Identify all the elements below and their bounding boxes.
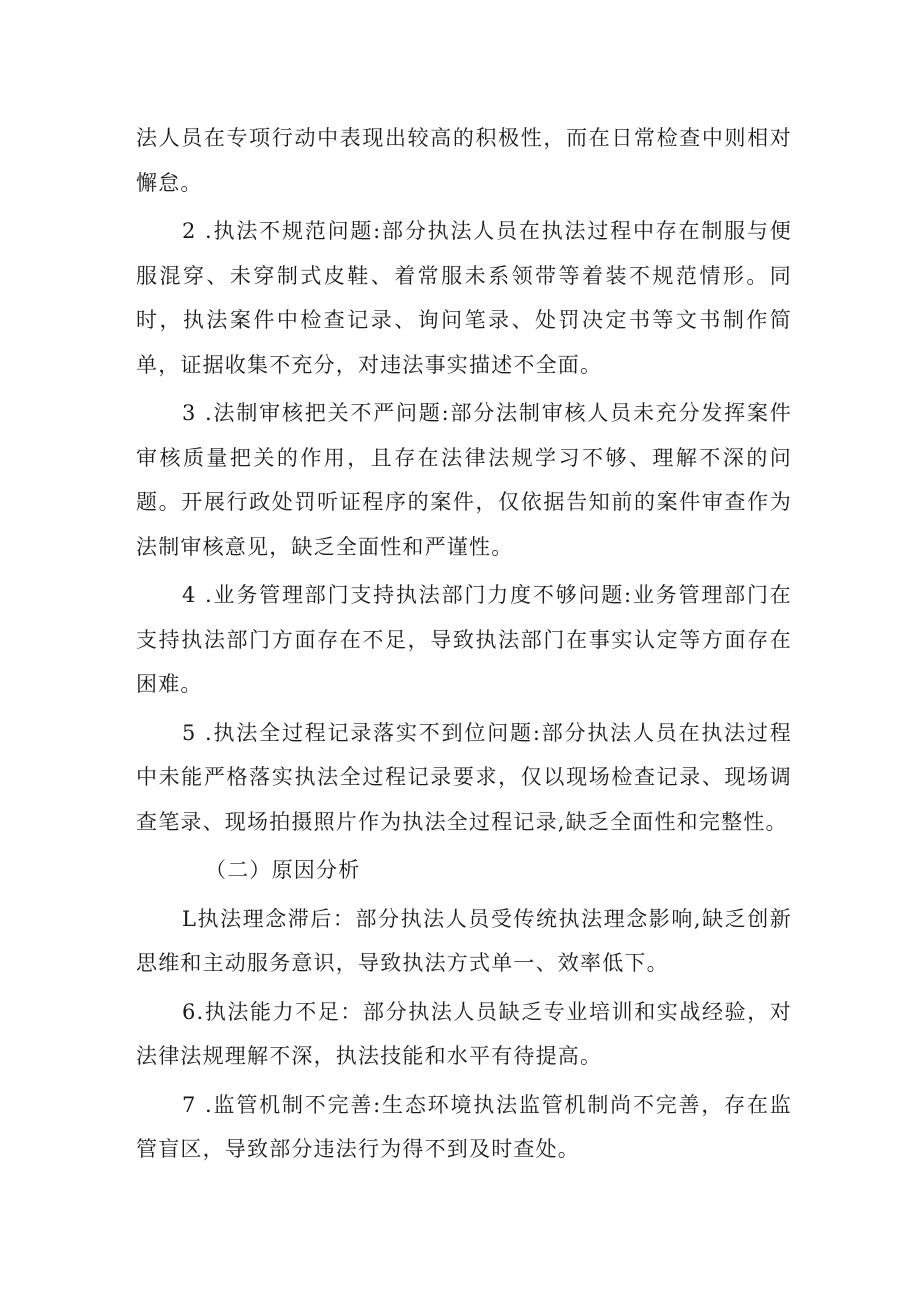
paragraph-item-4: 4 .业务管理部门支持执法部门力度不够问题:业务管理部门在支持执法部门方面存在不足，导致执法部门在事实认定等方面存在困难。 <box>136 583 792 696</box>
paragraph-cause-6: 6.执法能力不足：部分执法人员缺乏专业培训和实战经验，对法律法规理解不深，执法技能和水平有待提高。 <box>136 999 792 1068</box>
section-heading: （二）原因分析 <box>205 858 361 882</box>
paragraph-cause-1: L执法理念滞后：部分执法人员受传统执法理念影响,缺乏创新思维和主动服务意识，导致执法方式单一、效率低下。 <box>136 906 792 975</box>
paragraph-item-2: 2 .执法不规范问题:部分执法人员在执法过程中存在制服与便服混穿、未穿制式皮鞋、着常服未系领带等着装不规范情形。同时，执法案件中检查记录、询问笔录、处罚决定书等文书制作简单，证据收集不充分，对违法事实描述不全面。 <box>136 219 792 377</box>
paragraph-cause-7: 7 .监管机制不完善:生态环境执法监管机制尚不完善，存在监管盲区，导致部分违法行为得不到及时查处。 <box>136 1092 792 1161</box>
paragraph-item-3: 3 .法制审核把关不严问题:部分法制审核人员未充分发挥案件审核质量把关的作用，且存在法律法规学习不够、理解不深的问题。开展行政处罚听证程序的案件，仅依据告知前的案件审查作为法制审核意见，缺乏全面性和严谨性。 <box>136 401 792 559</box>
document-body <box>136 116 792 1176</box>
paragraph-continuation: 法人员在专项行动中表现出较高的积极性，而在日常检查中则相对懈怠。 <box>136 126 792 195</box>
paragraph-item-5: 5 .执法全过程记录落实不到位问题:部分执法人员在执法过程中未能严格落实执法全过程记录要求，仅以现场检查记录、现场调查笔录、现场拍摄照片作为执法全过程记录,缺乏全面性和完整性。 <box>136 720 792 834</box>
